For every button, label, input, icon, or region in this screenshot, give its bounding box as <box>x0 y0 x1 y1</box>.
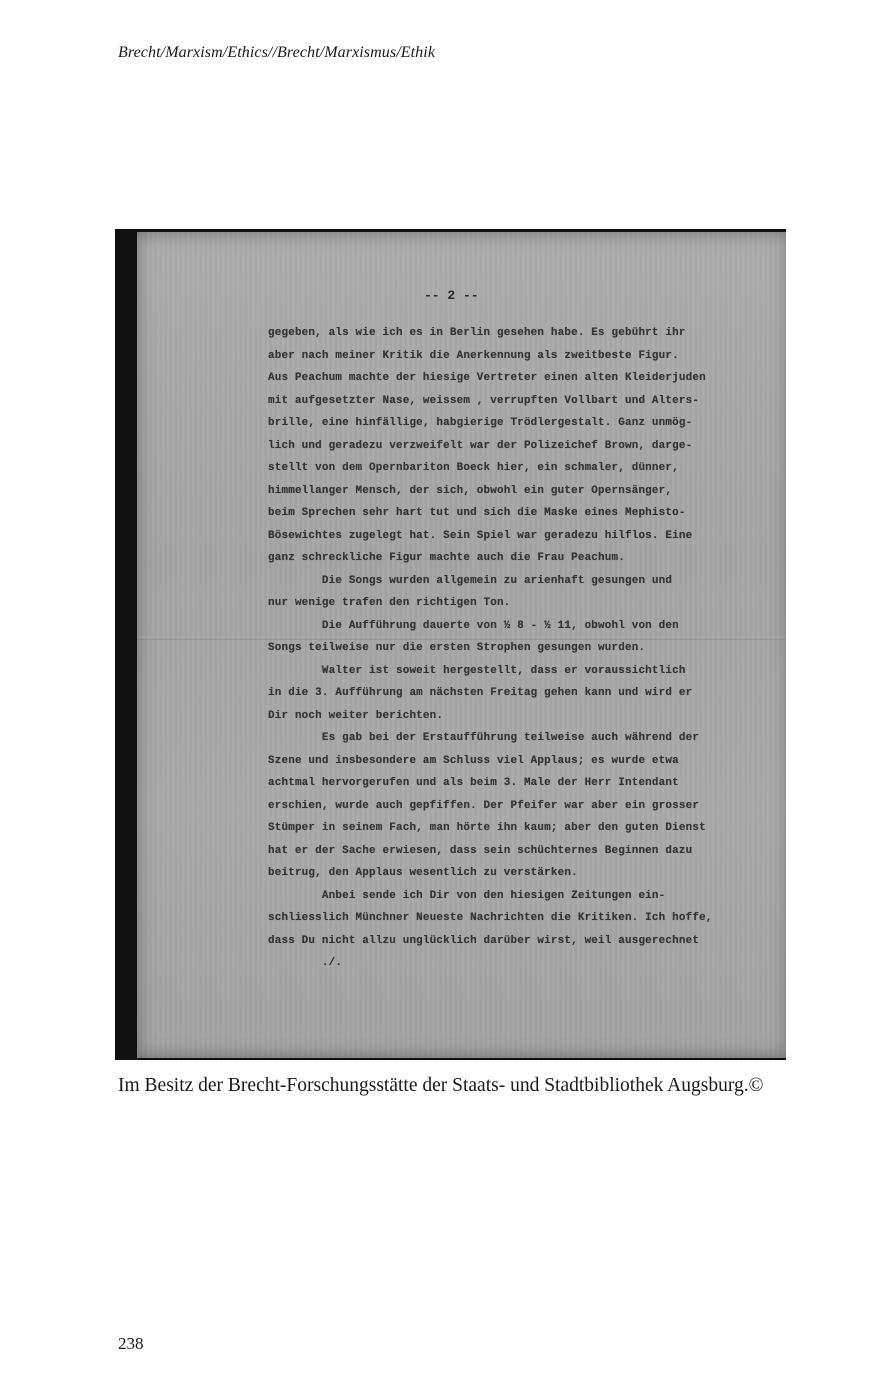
typescript-line: Szene und insbesondere am Schluss viel Applaus; es wurde etwa <box>268 754 679 767</box>
typescript-line: aber nach meiner Kritik die Anerkennung als zweitbeste Figur. <box>268 349 679 362</box>
typescript-line: achtmal hervorgerufen und als beim 3. Male der Herr Intendant <box>268 777 679 789</box>
typescript-line: himmellanger Mensch, der sich, obwohl ein guter Opernsänger, <box>268 484 673 497</box>
figure-caption: Im Besitz der Brecht-Forschungsstätte der Staats- und Stadtbibliothek Augsburg.© <box>118 1075 764 1096</box>
typescript-line: schliesslich Münchner Neueste Nachrichten die Kritiken. Ich hoffe, <box>268 912 713 924</box>
typescript-line: in die 3. Aufführung am nächsten Freitag gehen kann und wird er <box>268 687 693 699</box>
typescript-line: lich und geradezu verzweifelt war der Polizeichef Brown, darge- <box>268 439 693 452</box>
typescript-line: beitrug, den Applaus wesentlich zu verstärken. <box>268 867 578 879</box>
typescript-line: Stümper in seinem Fach, man hörte ihn kaum; aber den guten Dienst <box>268 822 706 834</box>
typescript-line: ganz schreckliche Figur machte auch die Frau Peachum. <box>268 552 625 564</box>
running-head: Brecht/Marxism/Ethics//Brecht/Marxismus/Ethik <box>118 44 436 61</box>
typescript-line: Aus Peachum machte der hiesige Vertreter einen alten Kleiderjuden <box>268 372 706 384</box>
typescript-line: gegeben, als wie ich es in Berlin gesehen habe. Es gebührt ihr <box>268 327 686 339</box>
typescript-line: erschien, wurde auch gepfiffen. Der Pfeifer war aber ein grosser <box>268 799 700 812</box>
typescript-line: mit aufgesetzter Nase, weissem , verrupften Vollbart und Alters- <box>268 394 700 407</box>
typescript-text <box>268 322 786 975</box>
page-number: 238 <box>118 1334 144 1353</box>
typescript-line: ./. <box>268 957 343 969</box>
facsimile-image <box>115 229 786 1060</box>
typescript-line: Walter ist soweit hergestellt, dass er voraussichtlich <box>268 664 686 677</box>
typescript-sheet <box>137 232 786 1058</box>
typescript-line: dass Du nicht allzu unglücklich darüber wirst, weil ausgerechnet <box>268 934 700 947</box>
typescript-line: beim Sprechen sehr hart tut und sich die Maske eines Mephisto- <box>268 507 686 519</box>
typescript-line: nur wenige trafen den richtigen Ton. <box>268 597 511 609</box>
typescript-line: Bösewichtes zugelegt hat. Sein Spiel war geradezu hilflos. Eine <box>268 529 693 542</box>
typescript-line: brille, eine hinfällige, habgierige Trödlergestalt. Ganz unmög- <box>268 417 693 429</box>
typescript-page-marker: -- 2 -- <box>424 288 479 303</box>
typescript-line: Die Aufführung dauerte von ½ 8 - ½ 11, obwohl von den <box>268 619 679 632</box>
typescript-line: Die Songs wurden allgemein zu arienhaft gesungen und <box>268 574 673 587</box>
typescript-line: stellt von dem Opernbariton Boeck hier, ein schmaler, dünner, <box>268 462 679 474</box>
typescript-line: hat er der Sache erwiesen, dass sein schüchternes Beginnen dazu <box>268 844 693 857</box>
typescript-line: Anbei sende ich Dir von den hiesigen Zeitungen ein- <box>268 889 666 902</box>
typescript-line: Dir noch weiter berichten. <box>268 709 444 722</box>
typescript-line: Songs teilweise nur die ersten Strophen gesungen wurden. <box>268 642 646 654</box>
typescript-line: Es gab bei der Erstaufführung teilweise auch während der <box>268 732 700 744</box>
